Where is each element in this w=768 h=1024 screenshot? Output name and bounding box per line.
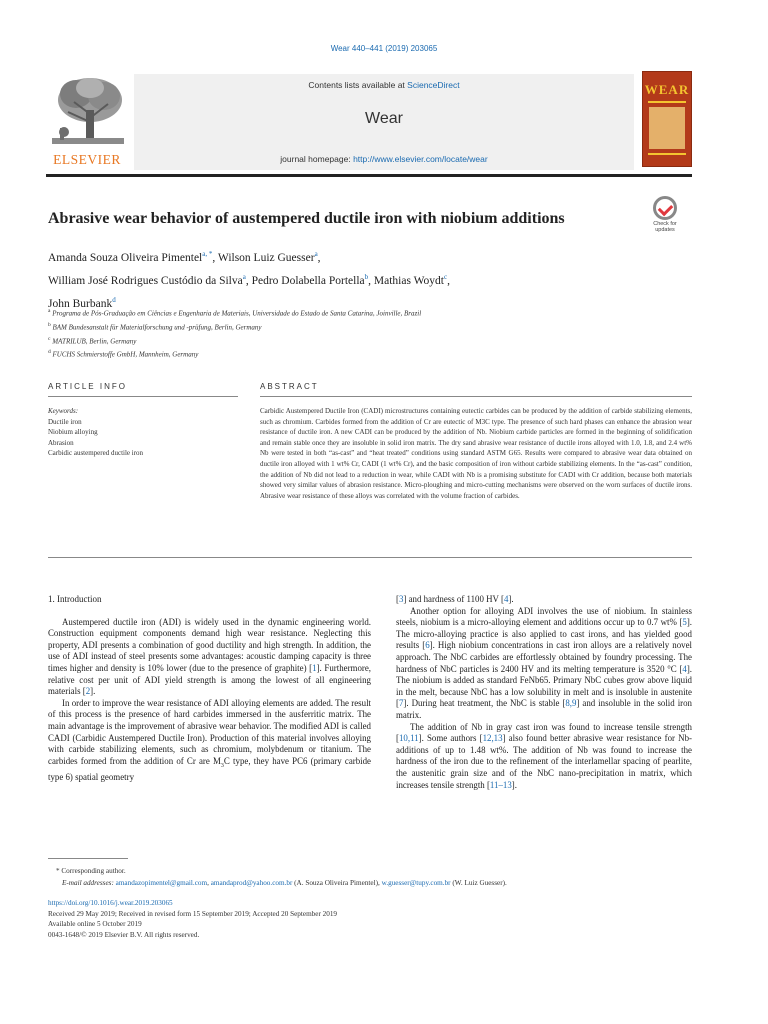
affiliation-mark: c xyxy=(48,335,51,342)
body-column-right xyxy=(396,594,692,791)
author-separator: , xyxy=(212,251,218,264)
email-link[interactable]: amandazopimentel@gmail.com xyxy=(115,879,208,887)
citation-link[interactable]: 11–13 xyxy=(489,779,512,790)
keywords-label: Keywords: xyxy=(48,407,79,415)
check-updates-icon xyxy=(653,196,677,220)
cover-text-block xyxy=(649,107,685,149)
affiliation-text: MATRILUB, Berlin, Germany xyxy=(52,336,137,345)
affiliation-text: Programa de Pós-Graduação em Ciências e Engenharia de Materiais, Universidade do Estado de Santa Catarina, Joinville, Brazil xyxy=(52,309,422,318)
check-for-updates-button[interactable] xyxy=(650,196,680,232)
available-online: Available online 5 October 2019 xyxy=(48,920,142,929)
citation-link[interactable]: 2 xyxy=(85,686,91,697)
divider xyxy=(48,557,692,558)
paragraph xyxy=(396,606,692,722)
paragraph xyxy=(48,698,371,784)
citation-link[interactable]: 5 xyxy=(682,617,687,628)
text-run: ] and hardness of 1100 HV [ xyxy=(403,594,504,604)
paragraph xyxy=(396,722,692,792)
text-run: C type, they have PC6 (primary carbide type 6) spatial geometry xyxy=(48,755,371,783)
check-updates-label: Check for updates xyxy=(653,221,677,233)
author-name[interactable]: Mathias Woydt xyxy=(373,274,444,287)
text-run: The addition of Nb in gray cast iron was found to increase tensile strength [ xyxy=(396,721,692,744)
subscript: 3 xyxy=(220,762,224,769)
affiliation xyxy=(48,334,648,348)
citation-link[interactable]: 4 xyxy=(503,594,509,604)
citation-link[interactable]: 8,9 xyxy=(565,698,577,709)
doi-link[interactable]: https://doi.org/10.1016/j.wear.2019.203065 xyxy=(48,899,173,907)
author-name[interactable]: William José Rodrigues Custódio da Silva xyxy=(48,274,243,287)
author-affiliation-mark[interactable]: b xyxy=(364,272,369,281)
author-separator: , xyxy=(368,274,374,287)
author-separator: , xyxy=(447,274,450,287)
text-run: ]. Furthermore, relative cost per unit of ADI yield strength is among the lowest of all engineering materials [ xyxy=(48,662,371,697)
author-name[interactable]: Pedro Dolabella Portella xyxy=(251,274,365,287)
author-affiliation-mark[interactable]: a, * xyxy=(202,250,213,258)
sciencedirect-link[interactable]: ScienceDirect xyxy=(407,80,460,90)
email-label: E-mail addresses: xyxy=(62,879,116,887)
paragraph xyxy=(396,594,692,606)
citation-link[interactable]: 12,13 xyxy=(482,733,503,744)
keywords-block xyxy=(48,406,238,459)
text-run: ]. xyxy=(90,686,96,697)
affiliation xyxy=(48,320,648,334)
article-title: Abrasive wear behavior of austempered ductile iron with niobium additions xyxy=(48,210,565,227)
author-affiliation-mark[interactable]: a xyxy=(242,272,246,281)
received-dates: Received 29 May 2019; Received in revised form 15 September 2019; Accepted 20 September 2019 xyxy=(48,909,338,918)
text-run: ]. High niobium concentrations in cast iron alloys are a relatively novel approach. The NbC carbides are effortlessly obtained by foundry processing. The hardness of NbC particles is 2400 HV and its melting temperature is 3520 °C [ xyxy=(396,640,692,674)
contents-line xyxy=(134,80,634,90)
author-separator: , xyxy=(245,274,252,287)
copyright: 0043-1648/© 2019 Elsevier B.V. All rights reserved. xyxy=(48,930,200,939)
text-run: ]. xyxy=(508,594,514,604)
text-run: ]. Some authors [ xyxy=(418,733,483,744)
elsevier-wordmark: ELSEVIER xyxy=(53,152,121,167)
text-run: Austempered ductile iron (ADI) is widely used in the dynamic engineering world. Construction equipment components demand high wear resistance. Neglecting this property, ADI presents a combination of good ductility and high strength. In addition, the use of ADI instead of steel presents some advantages: acoustic damping capacity is three times higher and density is 10% lower (due to the presence of graphite) [ xyxy=(48,616,371,673)
abstract-heading: ABSTRACT xyxy=(260,382,319,391)
keyword: Abrasion xyxy=(48,438,74,447)
keyword: Carbidic austempered ductile iron xyxy=(48,449,144,458)
journal-header xyxy=(46,68,692,174)
affiliations xyxy=(48,306,648,361)
elsevier-logo[interactable] xyxy=(46,72,128,168)
footnote-rule xyxy=(48,858,128,859)
text-run: [ xyxy=(396,594,399,604)
cover-bar xyxy=(648,153,686,155)
citation-link[interactable]: 1 xyxy=(312,662,317,673)
author-list xyxy=(48,245,668,313)
author-affiliation-mark[interactable]: a xyxy=(314,250,318,258)
author-affiliation-mark[interactable]: c xyxy=(444,272,448,281)
affiliation xyxy=(48,347,648,361)
email-owner: (W. Luiz Guesser). xyxy=(450,879,507,887)
journal-title: Wear xyxy=(365,110,403,127)
contents-prefix: Contents lists available at xyxy=(308,80,408,90)
author-name[interactable]: Amanda Souza Oliveira Pimentel xyxy=(48,251,203,264)
affiliation-mark: b xyxy=(48,321,51,328)
cover-bar xyxy=(648,101,686,103)
keyword: Niobium alloying xyxy=(48,428,98,437)
email-link[interactable]: w.guesser@tupy.com.br xyxy=(381,879,451,887)
author-affiliation-mark[interactable]: d xyxy=(112,295,116,304)
text-run: ]. The micro-alloying practice is also applied to cast irons, and has yielded good results [ xyxy=(396,617,692,651)
citation-link[interactable]: 4 xyxy=(682,663,687,674)
text-run: ] also found better abrasive wear resistance for Nb-additions of up to 1.48 wt%. The addition of Nb was found to increase the hardness of the iron due to the refinement of the interlamellar spacing of pearlite, the austenitic grain size and of the NbC nano-precipitation in matrix, which increases tensile strength [ xyxy=(396,733,692,790)
email-separator: , xyxy=(207,879,211,887)
affiliation-text: FUCHS Schmierstoffe GmbH, Mannheim, Germany xyxy=(52,350,199,359)
affiliation xyxy=(48,306,648,320)
affiliation-mark: d xyxy=(48,349,51,356)
text-run: ]. The niobium is added as standard FeNb65. Primary NbC cubes grow above liquid in the melt, because NbC has a low solubility in melt and is insoluble in austenite [ xyxy=(396,663,692,709)
text-run: ]. During heat treatment, the NbC is stable [ xyxy=(403,698,566,709)
citation-link[interactable]: 6 xyxy=(425,640,430,651)
citation-link[interactable]: 7 xyxy=(398,698,404,709)
body-column-left xyxy=(48,594,371,784)
journal-banner xyxy=(134,74,634,170)
email-link[interactable]: amandaprod@yahoo.com.br xyxy=(210,879,293,887)
article-info-heading: ARTICLE INFO xyxy=(48,382,127,391)
email-note xyxy=(48,877,692,889)
author-name[interactable]: Wilson Luiz Guesser xyxy=(217,251,315,264)
corresponding-author-note: * Corresponding author. xyxy=(56,867,126,875)
divider xyxy=(260,396,692,397)
journal-reference[interactable]: Wear 440–441 (2019) 203065 xyxy=(330,44,438,53)
elsevier-tree-icon xyxy=(46,72,128,152)
divider xyxy=(48,396,238,397)
text-run: In order to improve the wear resistance of ADI alloying elements are added. The result of this process is the presence of hard carbides immersed in the ausferritic matrix. The main advantage is the improvement of abrasive wear behavior. The modified ADI is called CADI (Carbidic Austempered Ductile Iron). Production of this material involves alloying with carbide stabilizing elements, such as chromium, molybdenum or titanium. The carbides formed from the addition of Cr are M xyxy=(48,697,371,766)
publication-info xyxy=(48,898,692,940)
author-name[interactable]: John Burbank xyxy=(48,297,113,310)
cover-title: WEAR xyxy=(644,82,690,97)
abstract-text: Carbidic Austempered Ductile Iron (CADI) microstructures containing eutectic carbides can be produced by the addition of carbide stabilizing elements, such as chromium. Carbides formed from the addition of Cr are eutectic of M3C type. The presence of such hard phases can enhance the abrasion wear resistance of ductile iron. A new CADI can be produced by the addition of Nb. Niobium carbide particles are formed in the beginning of solidification and remain stable once they are insoluble in solid iron matrix. The dry sand abrasive wear resistance of ductile irons alloyed with 1.0, 1.8, and 2.4 wt% Nb were tested in both “as-cast” and “heat treated” conditions using standard ASTM G65. Results were compared to abrasive wear data obtained on ductile iron alloyed with 1 wt% Cr, CADI (1 wt% Cr), and the basic composition of iron without carbide stabilizing elements. In the “as-cast” condition, the addition of Nb did not lead to a reduction in wear, while CADI with Nb is a promising substitute for CADI with Cr addition, because both materials showed very similar values of abrasion resistance. Micro-ploughing and micro-cutting mechanisms were observed on the worn surfaces of ductile irons. Abrasive wear resistance of these alloys was correlated with the volume fraction of carbides. xyxy=(260,407,692,500)
header-rule xyxy=(46,174,692,177)
text-run: Another option for alloying ADI involves the use of niobium. In stainless steels, niobium is a micro-alloying element and additions occur up to 0.7 wt% [ xyxy=(396,605,692,628)
homepage-prefix: journal homepage: xyxy=(280,154,354,164)
homepage-link[interactable]: http://www.elsevier.com/locate/wear xyxy=(353,154,488,164)
homepage-line xyxy=(134,154,634,164)
keyword: Ductile iron xyxy=(48,417,82,426)
affiliation-mark: a xyxy=(48,308,51,314)
email-owner: (A. Souza Oliveira Pimentel), xyxy=(292,879,382,887)
text-run: ] and insoluble in the solid iron matrix. xyxy=(396,698,692,720)
author-separator: , xyxy=(317,251,321,264)
affiliation-text: BAM Bundesanstalt für Materialforschung und -prüfung, Berlin, Germany xyxy=(52,323,262,332)
text-run: ]. xyxy=(511,779,517,790)
citation-link[interactable]: 10,11 xyxy=(398,733,419,744)
journal-cover-thumbnail[interactable] xyxy=(642,71,692,167)
footnotes xyxy=(48,865,692,889)
citation-link[interactable]: 3 xyxy=(398,594,404,604)
paragraph xyxy=(48,617,371,698)
section-heading: 1. Introduction xyxy=(48,594,102,604)
